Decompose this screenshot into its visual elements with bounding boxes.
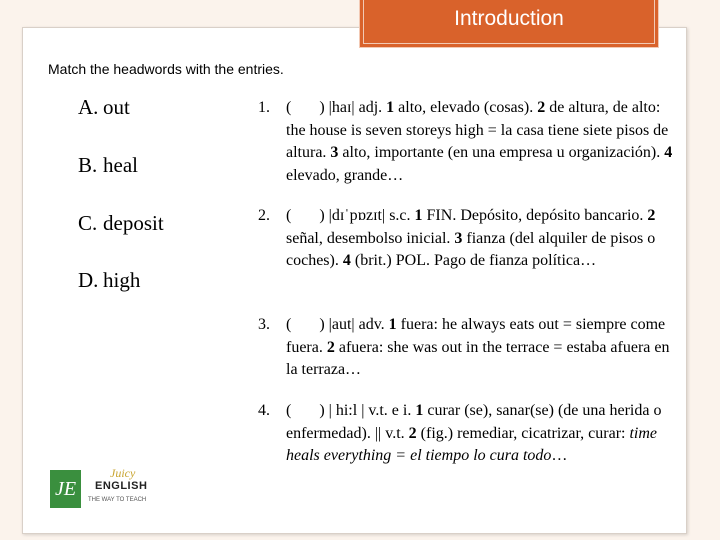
- headword-letter: A.: [78, 95, 99, 119]
- headword-letter: B.: [78, 153, 98, 177]
- logo-word-english: ENGLISH: [95, 480, 148, 492]
- entry-text: ( ) |dɪˈpɒzɪt| s.c. 1 FIN. Depósito, depósito bancario. 2 señal, desembolso inicial. 3 fianza (del alquiler de pisos o coches). 4 (brit.) POL. Pago de fianza política…: [286, 207, 656, 269]
- logo-monogram: JE: [50, 470, 81, 508]
- dictionary-entry-2: [258, 205, 678, 273]
- entry-number: 2.: [258, 207, 270, 224]
- dictionary-entry-1: [258, 97, 678, 187]
- entry-text: ( ) | hi:l | v.t. e i. 1 curar (se), sanar(se) (de una herida o enfermedad). || v.t. 2 (fig.) remediar, cicatrizar, curar: time heals everything = el tiempo lo cura todo…: [286, 402, 662, 464]
- headword-text: high: [103, 268, 141, 292]
- headword-text: out: [103, 95, 130, 119]
- entry-number: 3.: [258, 316, 270, 333]
- logo-tagline: THE WAY TO TEACH: [88, 497, 147, 503]
- dictionary-entry-4: [258, 400, 678, 468]
- headword-letter: D.: [78, 268, 99, 292]
- slide-title-text: Introduction: [454, 7, 564, 30]
- dictionary-entry-3: [258, 314, 678, 382]
- entry-text: ( ) |haɪ| adj. 1 alto, elevado (cosas). 2 de altura, de alto: the house is seven storeys high = la casa tiene siete pisos de altura. 3 alto, importante (en una empresa u organización). 4 elevado, grande…: [286, 99, 673, 184]
- logo-word-juicy: Juicy: [110, 466, 136, 480]
- headword-text: heal: [103, 153, 138, 177]
- slide-title: [359, 0, 659, 48]
- headword-letter: C.: [78, 211, 98, 235]
- headword-text: deposit: [103, 211, 164, 235]
- juicy-english-logo: [50, 466, 160, 512]
- entry-number: 1.: [258, 99, 270, 116]
- entry-number: 4.: [258, 402, 270, 419]
- headword-a: [78, 95, 130, 120]
- entry-text: ( ) |aut| adv. 1 fuera: he always eats out = siempre come fuera. 2 afuera: she was out in the terrace = estaba afuera en la terraza…: [286, 316, 670, 378]
- headword-b: [78, 153, 138, 178]
- headword-d: [78, 268, 140, 293]
- headword-c: [78, 211, 164, 236]
- instruction-text: Match the headwords with the entries.: [48, 61, 284, 77]
